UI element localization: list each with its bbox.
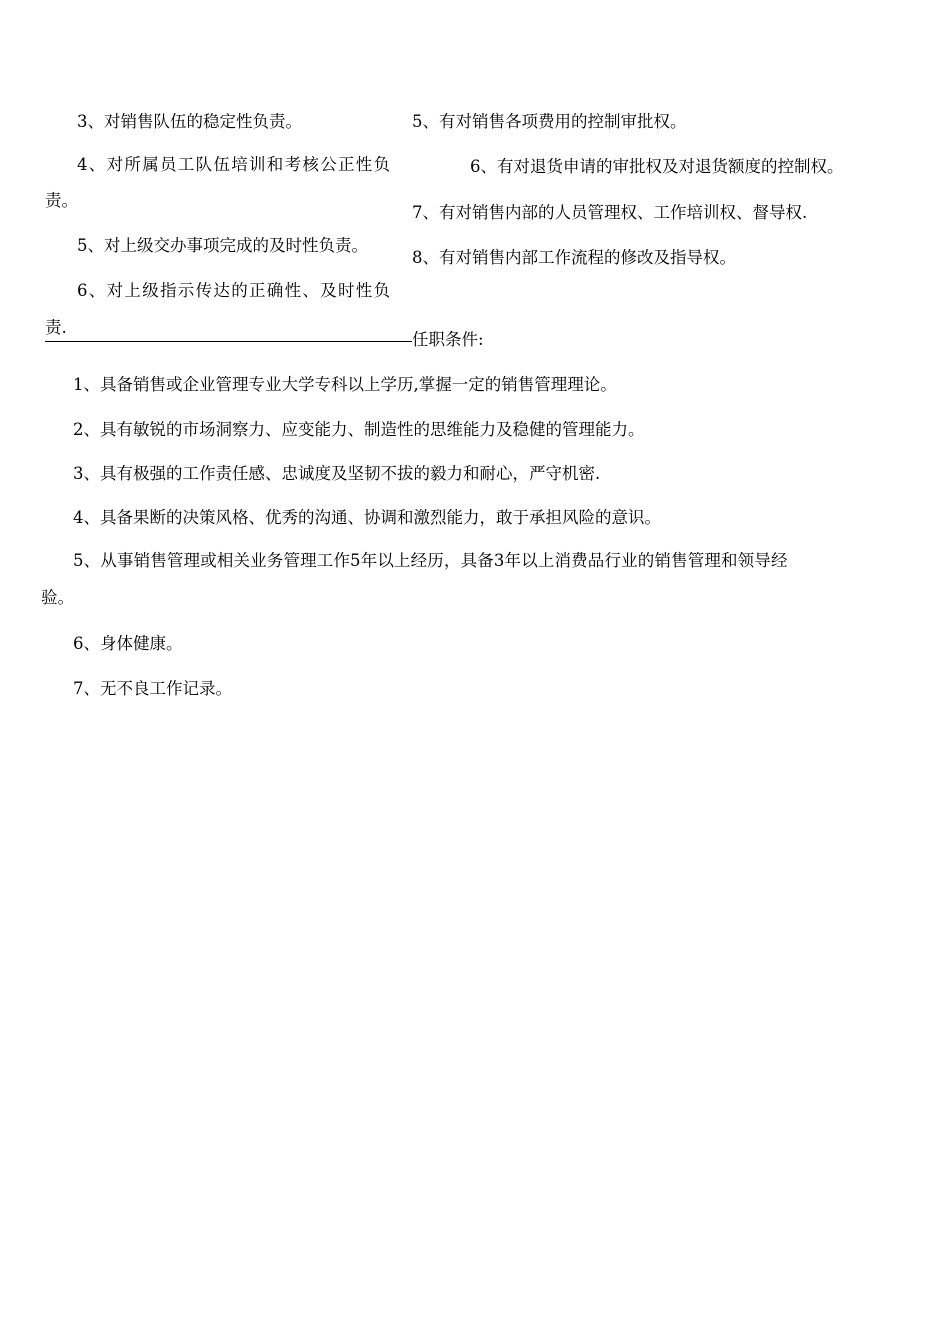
responsibility-item-continued: 责。	[45, 191, 78, 210]
section-divider	[45, 341, 412, 342]
qualification-item: 2、具有敏锐的市场洞察力、应变能力、制造性的思维能力及稳健的管理能力。	[73, 420, 645, 439]
qualification-item: 4、具备果断的决策风格、优秀的沟通、协调和激烈能力，敢于承担风险的意识。	[73, 508, 661, 527]
responsibility-item: 3、对销售队伍的稳定性负责。	[77, 112, 302, 131]
responsibility-item: 4、对所属员工队伍培训和考核公正性负	[77, 155, 392, 174]
responsibility-item: 5、对上级交办事项完成的及时性负责。	[77, 236, 368, 255]
qualifications-heading: 任职条件:	[412, 330, 484, 349]
responsibility-item: 6、对上级指示传达的正确性、及时性负	[77, 281, 392, 300]
authority-item: 6、有对退货申请的审批权及对退货额度的控制权。	[470, 157, 844, 176]
authority-item: 8、有对销售内部工作流程的修改及指导权。	[412, 248, 736, 267]
authority-item: 7、有对销售内部的人员管理权、工作培训权、督导权.	[412, 203, 808, 222]
qualification-item: 3、具有极强的工作责任感、忠诚度及坚韧不拔的毅力和耐心，严守机密.	[73, 464, 601, 483]
qualification-item: 7、无不良工作记录。	[73, 679, 232, 698]
qualification-item-continued: 验。	[41, 588, 74, 607]
authority-item: 5、有对销售各项费用的控制审批权。	[412, 112, 687, 131]
qualification-item: 5、从事销售管理或相关业务管理工作5年以上经历，具备3年以上消费品行业的销售管理和领导经	[73, 551, 788, 570]
responsibility-item-continued: 责.	[45, 318, 67, 337]
qualification-item: 1、具备销售或企业管理专业大学专科以上学历,掌握一定的销售管理理论。	[73, 375, 617, 394]
qualification-item: 6、身体健康。	[73, 634, 183, 653]
